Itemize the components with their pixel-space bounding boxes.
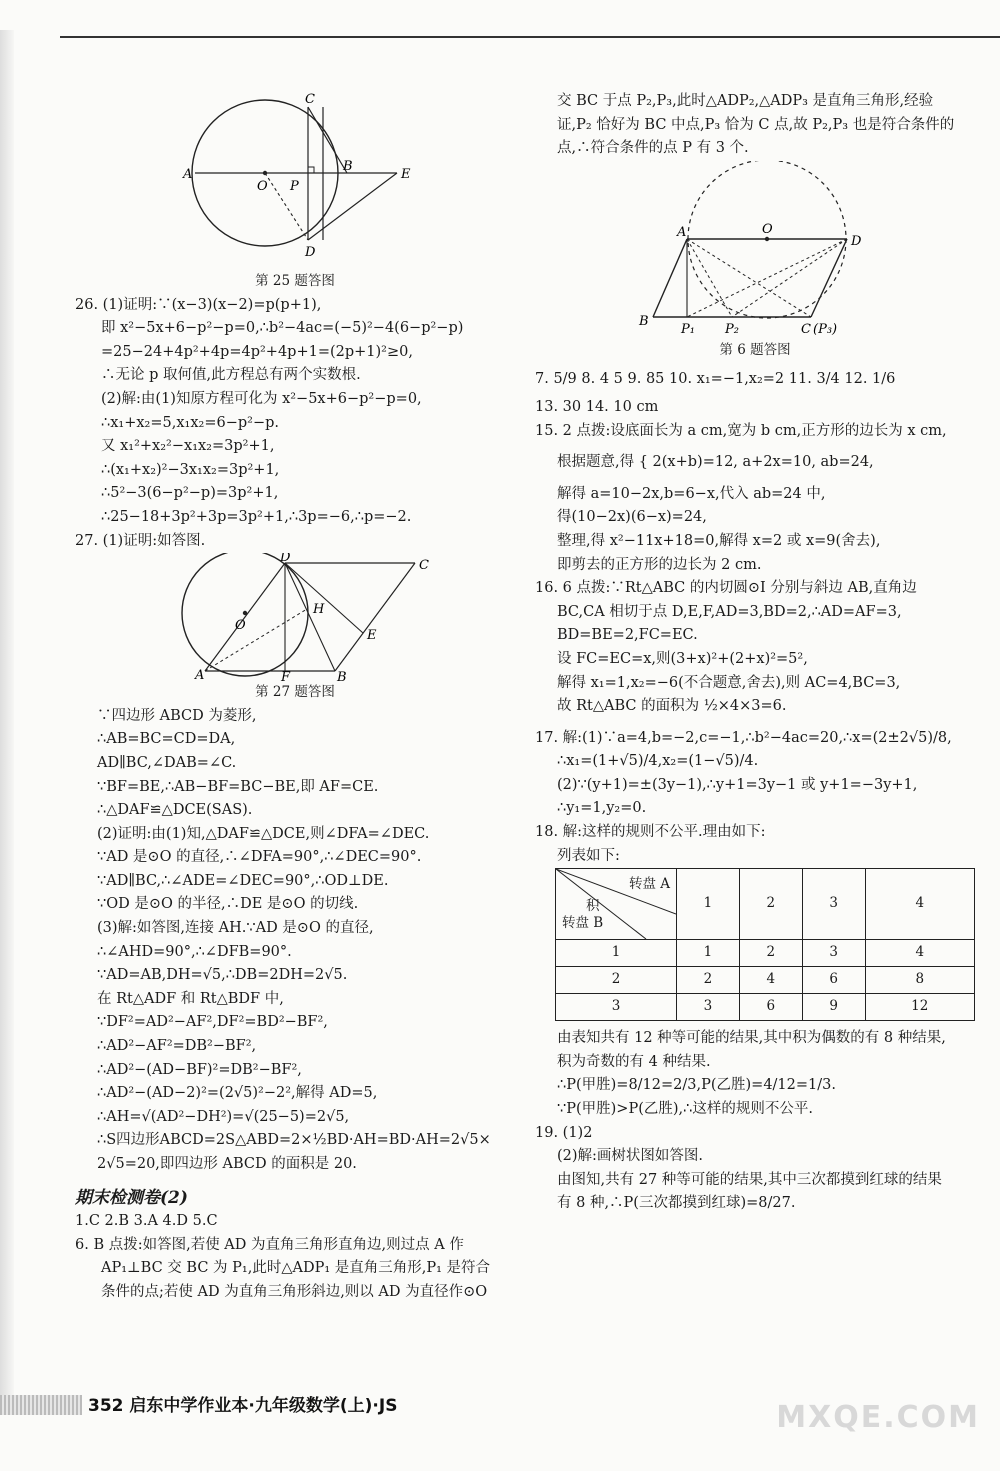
fig25-label-b: B	[343, 159, 353, 174]
fig6-label-p3: (P₃)	[813, 321, 838, 337]
table-corner	[556, 869, 677, 940]
book-title: 启东中学作业本·九年级数学(上)·JS	[129, 1396, 398, 1416]
fig27-label-d: D	[280, 553, 291, 566]
table-row-header: 3	[556, 994, 677, 1021]
q27-line-10: (3)解:如答图,连接 AH.∵AD 是⊙O 的直径,	[97, 920, 374, 937]
fig6-label-p2: P₂	[725, 321, 739, 337]
q26-line-1: 26. (1)证明:∵(x−3)(x−2)=p(p+1),	[75, 296, 322, 313]
table-cell: 1	[677, 940, 740, 967]
figure-25-diagram	[75, 90, 515, 270]
q26-line-6: ∴x₁+x₂=5,x₁x₂=6−p²−p.	[101, 414, 279, 431]
figure-27	[75, 553, 515, 681]
q27-line-7: ∵AD 是⊙O 的直径,∴∠DFA=90°,∴∠DEC=90°.	[97, 849, 422, 866]
q18-line-3: 由表知共有 12 种等可能的结果,其中积为偶数的有 8 种结果,	[557, 1030, 946, 1047]
q19-line-4: 有 8 种,∴P(三次都摸到红球)=8/27.	[557, 1195, 796, 1212]
footer-bar-decoration	[0, 1395, 82, 1415]
q27-line-15: ∴AD²−AF²=DB²−BF²,	[97, 1038, 257, 1055]
q27-line-9: ∵OD 是⊙O 的半径,∴DE 是⊙O 的切线.	[97, 896, 359, 913]
fig25-label-o: O	[257, 179, 268, 194]
q27-line-20: 2√5=20,即四边形 ABCD 的面积是 20.	[97, 1156, 357, 1172]
fig27-label-c: C	[419, 558, 429, 574]
q26-line-7: 又 x₁²+x₂²−x₁x₂=3p²+1,	[101, 438, 275, 455]
figure-6-caption: 第 6 题答图	[719, 341, 791, 358]
q26-line-5: (2)解:由(1)知原方程可化为 x²−5x+6−p²−p=0,	[101, 390, 422, 407]
figure-6-diagram	[535, 161, 975, 339]
q15-line-1: 15. 2 点拨:设底面长为 a cm,宽为 b cm,正方形的边长为 x cm,	[535, 422, 947, 439]
q27-line-4: ∵BF=BE,∴AB−BF=BC−BE,即 AF=CE.	[97, 778, 379, 795]
fig27-label-e: E	[367, 628, 377, 644]
q18-line-4: 积为奇数的有 4 种结果.	[557, 1053, 711, 1070]
q26-line-9: ∴5²−3(6−p²−p)=3p²+1,	[101, 485, 279, 502]
q26-line-10: ∴25−18+3p²+3p=3p²+1,∴3p=−6,∴p=−2.	[101, 508, 412, 525]
q6-line-3: 条件的点;若使 AD 为直角三角形斜边,则以 AD 为直径作⊙O	[101, 1283, 488, 1300]
fig6-label-a: A	[677, 224, 687, 240]
q27-line-2: ∴AB=BC=CD=DA,	[97, 731, 236, 748]
table-header-cell: 4	[865, 869, 974, 940]
q17-line-1: 17. 解:(1)∵a=4,b=−2,c=−1,∴b²−4ac=20,∴x=(2±2√5)/8,	[535, 729, 952, 746]
figure-27-diagram	[75, 553, 515, 681]
q16-line-5: 解得 x₁=1,x₂=−6(不合题意,舍去),则 AC=4,BC=3,	[557, 674, 901, 691]
q27-line-8: ∵AD∥BC,∴∠ADE=∠DEC=90°,∴OD⊥DE.	[97, 872, 389, 889]
answers-13-14: 13. 30 14. 10 cm	[535, 398, 659, 415]
table-cell: 8	[865, 967, 974, 994]
fig25-label-p: P	[290, 179, 299, 194]
table-corner-bottom: 转盘 B	[562, 914, 604, 931]
fig27-label-f: F	[281, 670, 291, 682]
table-cell: 4	[739, 967, 802, 994]
table-cell: 3	[802, 940, 865, 967]
figure-27-caption: 第 27 题答图	[255, 684, 335, 701]
table-row	[556, 967, 975, 994]
table-header-cell: 3	[802, 869, 865, 940]
table-corner-top: 转盘 A	[628, 876, 670, 893]
figure-25-caption: 第 25 题答图	[255, 273, 335, 289]
fig25-label-c: C	[305, 92, 315, 107]
q27-intro: 27. (1)证明:如答图.	[75, 532, 206, 549]
footer-text	[88, 1391, 397, 1416]
q27-line-16: ∴AD²−(AD−BF)²=DB²−BF²,	[97, 1061, 302, 1078]
q27-line-14: ∵DF²=AD²−AF²,DF²=BD²−BF²,	[97, 1014, 328, 1031]
fig6-label-d: D	[851, 233, 862, 249]
q16-line-4: 设 FC=EC=x,则(3+x)²+(2+x)²=5²,	[557, 650, 808, 667]
right-column	[535, 90, 975, 1216]
q27-line-3: AD∥BC,∠DAB=∠C.	[97, 754, 237, 771]
q26-line-8: ∴(x₁+x₂)²−3x₁x₂=3p²+1,	[101, 461, 280, 478]
product-table	[555, 868, 975, 1021]
table-row	[556, 940, 975, 967]
q19-line-2: (2)解:画树状图如答图.	[557, 1148, 704, 1165]
fig27-label-h: H	[313, 602, 325, 618]
q26-line-4: ∴无论 p 取何值,此方程总有两个实数根.	[101, 367, 361, 384]
table-corner-mid: 积	[586, 898, 600, 915]
fig6-label-b: B	[639, 313, 649, 329]
q6-cont-line-1: 交 BC 于点 P₂,P₃,此时△ADP₂,△ADP₃ 是直角三角形,经验	[557, 93, 934, 109]
figure-6	[535, 161, 975, 339]
q6-line-1: 6. B 点拨:如答图,若使 AD 为直角三角形直角边,则过点 A 作	[75, 1236, 464, 1253]
table-header-cell: 2	[739, 869, 802, 940]
q15-line-2: 根据题意,得 { 2(x+b)=12, a+2x=10, ab=24,	[557, 454, 874, 471]
watermark: MXQE.COM	[776, 1400, 980, 1435]
table-cell: 6	[802, 967, 865, 994]
q17-line-2: ∴x₁=(1+√5)/4,x₂=(1−√5)/4.	[557, 753, 759, 770]
fig25-label-d: D	[305, 245, 316, 260]
q16-line-1: 16. 6 点拨:∵Rt△ABC 的内切圆⊙I 分别与斜边 AB,直角边	[535, 580, 917, 597]
q18-line-1: 18. 解:这样的规则不公平.理由如下:	[535, 824, 766, 841]
fig27-label-b: B	[337, 670, 347, 682]
left-column	[75, 90, 515, 1305]
q18-line-6: ∵P(甲胜)>P(乙胜),∴这样的规则不公平.	[557, 1101, 813, 1118]
section-title: 期末检测卷(2)	[75, 1187, 188, 1208]
figure-25	[75, 90, 515, 270]
q26-line-2: 即 x²−5x+6−p²−p=0,∴b²−4ac=(−5)²−4(6−p²−p)	[101, 320, 464, 337]
q6-cont-line-2: 证,P₂ 恰好为 BC 中点,P₃ 恰为 C 点,故 P₂,P₃ 也是符合条件的	[557, 116, 955, 133]
q27-line-5: ∴△DAF≌△DCE(SAS).	[97, 802, 253, 819]
q27-line-6: (2)证明:由(1)知,△DAF≌△DCE,则∠DFA=∠DEC.	[97, 825, 430, 842]
fig6-label-p1: P₁	[681, 321, 695, 337]
table-row-header: 1	[556, 940, 677, 967]
q17-line-3: (2)∵(y+1)=±(3y−1),∴y+1=3y−1 或 y+1=−3y+1,	[557, 776, 918, 793]
q27-line-12: ∵AD=AB,DH=√5,∴DB=2DH=2√5.	[97, 967, 348, 984]
q16-line-6: 故 Rt△ABC 的面积为 ½×4×3=6.	[557, 698, 787, 715]
q27-line-13: 在 Rt△ADF 和 Rt△BDF 中,	[97, 990, 284, 1007]
table-cell: 4	[865, 940, 974, 967]
page-edge-shadow	[0, 30, 14, 1410]
table-cell: 6	[739, 994, 802, 1021]
q27-line-17: ∴AD²−(AD−2)²=(2√5)²−2²,解得 AD=5,	[97, 1085, 378, 1102]
q18-line-2: 列表如下:	[557, 847, 620, 864]
q19-line-3: 由图知,共有 27 种等可能的结果,其中三次都摸到红球的结果	[557, 1171, 942, 1188]
q15-line-4: 得(10−2x)(6−x)=24,	[557, 509, 707, 526]
fig25-label-e: E	[401, 167, 411, 182]
table-cell: 9	[802, 994, 865, 1021]
fig27-label-o: O	[235, 618, 246, 634]
fig6-label-o: O	[762, 221, 773, 237]
table-cell: 2	[739, 940, 802, 967]
answers-7-12: 7. 5/9 8. 4 5 9. 85 10. x₁=−1,x₂=2 11. 3/4 12. 1/6	[535, 371, 896, 388]
q19-line-1: 19. (1)2	[535, 1124, 593, 1141]
q15-line-5: 整理,得 x²−11x+18=0,解得 x=2 或 x=9(舍去),	[557, 532, 881, 549]
table-cell: 3	[677, 994, 740, 1021]
q17-line-4: ∴y₁=1,y₂=0.	[557, 800, 647, 817]
fig27-label-a: A	[195, 668, 205, 682]
fig6-label-c: C	[801, 321, 811, 337]
q27-line-18: ∴AH=√(AD²−DH²)=√(25−5)=2√5,	[97, 1108, 350, 1125]
table-row	[556, 994, 975, 1021]
q15-line-3: 解得 a=10−2x,b=6−x,代入 ab=24 中,	[557, 485, 826, 502]
table-cell: 2	[677, 967, 740, 994]
fig25-label-a: A	[183, 167, 193, 182]
q6-cont-line-3: 点,∴符合条件的点 P 有 3 个.	[557, 140, 749, 157]
q6-line-2: AP₁⊥BC 交 BC 为 P₁,此时△ADP₁ 是直角三角形,P₁ 是符合	[101, 1260, 491, 1277]
q18-line-5: ∴P(甲胜)=8/12=2/3,P(乙胜)=4/12=1/3.	[557, 1077, 836, 1094]
q27-line-19: ∴S四边形ABCD=2S△ABD=2×½BD·AH=BD·AH=2√5×	[97, 1132, 491, 1149]
q27-line-11: ∴∠AHD=90°,∴∠DFB=90°.	[97, 943, 292, 960]
q16-line-2: BC,CA 相切于点 D,E,F,AD=3,BD=2,∴AD=AF=3,	[557, 603, 902, 620]
q26-line-3: =25−24+4p²+4p=4p²+4p+1=(2p+1)²≥0,	[101, 343, 413, 360]
table-cell: 12	[865, 994, 974, 1021]
table-row-header: 2	[556, 967, 677, 994]
q16-line-3: BD=BE=2,FC=EC.	[557, 627, 698, 644]
header-rule	[60, 36, 1000, 38]
q15-line-6: 即剪去的正方形的边长为 2 cm.	[557, 556, 762, 573]
page-number: 352	[88, 1396, 124, 1416]
answers-1-5: 1.C 2.B 3.A 4.D 5.C	[75, 1213, 218, 1230]
q27-line-1: ∵四边形 ABCD 为菱形,	[97, 707, 257, 724]
table-header-cell: 1	[677, 869, 740, 940]
